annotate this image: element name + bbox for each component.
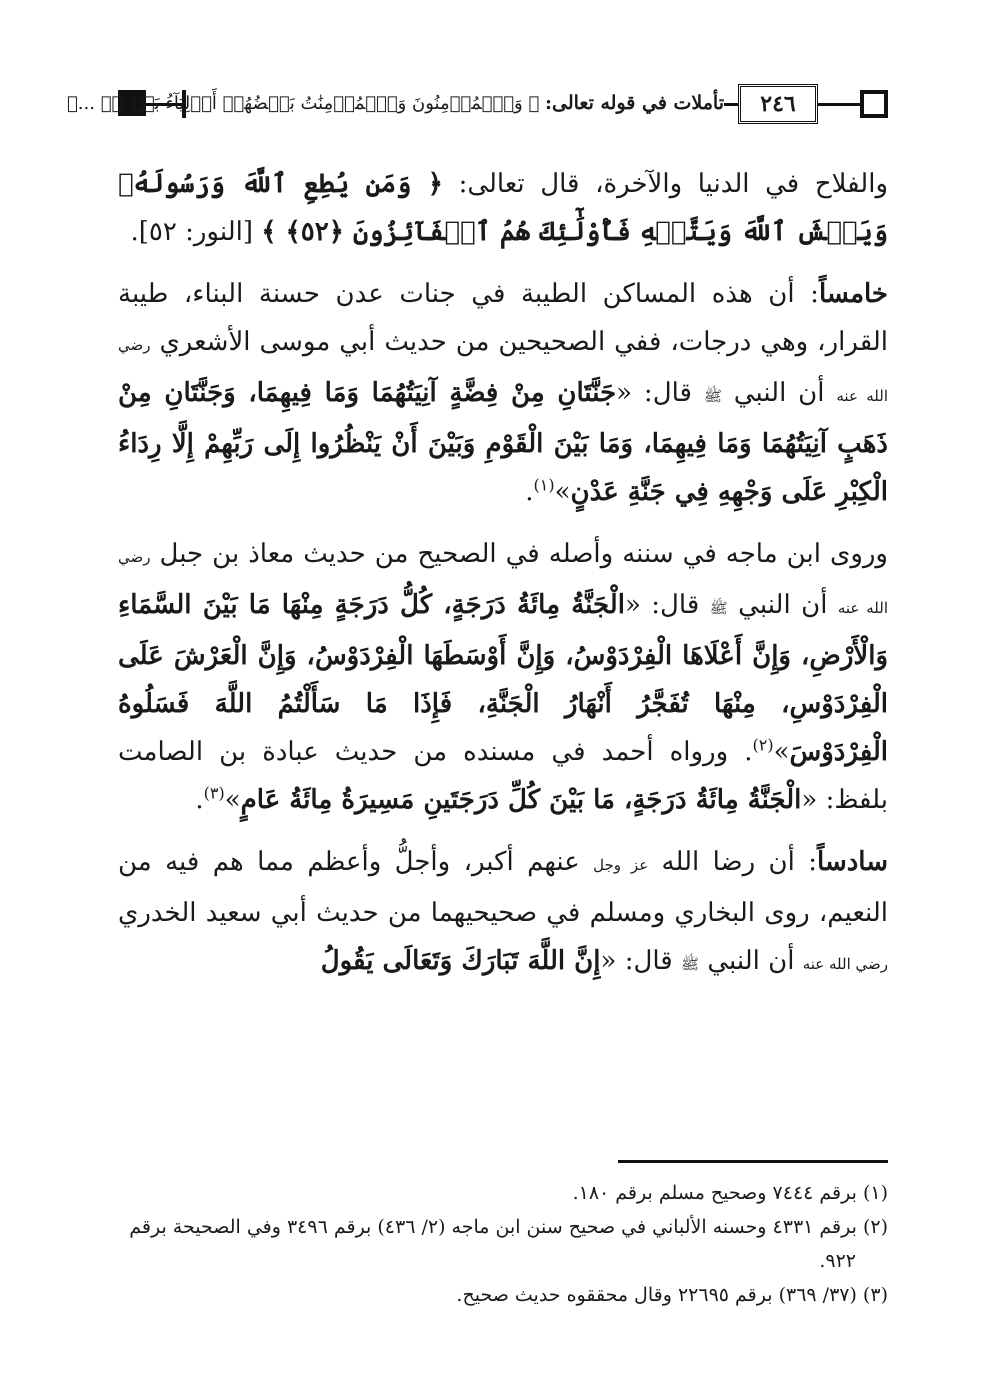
text: أن النبي xyxy=(727,590,838,620)
footnote-ref: (١) xyxy=(533,475,555,495)
honorific: رضي الله عنه xyxy=(802,955,888,973)
footnote-ref: (٢) xyxy=(752,735,774,755)
paragraph-4 xyxy=(118,838,888,988)
text: والفلاح في الدنيا والآخرة، قال تعالى: xyxy=(442,169,889,199)
paragraph-1 xyxy=(118,160,888,256)
header-rule-right xyxy=(818,103,862,106)
text: قال: « xyxy=(600,946,681,976)
honorific: عز وجل xyxy=(593,856,649,874)
text: . xyxy=(195,785,204,815)
header-rule-mid xyxy=(724,103,738,106)
section-label: سادساً xyxy=(817,847,889,877)
text: : أن هذه المساكن الطيبة في جنات عدن حسنة البناء، طيبة القرار، وهي درجات، ففي الصحيحين من حديث أبي موسى الأشعري xyxy=(118,279,888,357)
footnotes xyxy=(118,1176,888,1312)
footnote-2: (٢) برقم ٤٣٣١ وحسنه الألباني في صحيح سنن ابن ماجه (٢/ ٤٣٦) برقم ٣٤٩٦ وفي الصحيحة برقم ٩٢٢. xyxy=(129,1216,888,1272)
text: . ورواه أحمد في مسنده من حديث عبادة بن الصامت بلفظ: « xyxy=(118,737,888,815)
honorific: رضي الله عنه xyxy=(118,548,888,617)
text: وروى ابن ماجه في سننه وأصله في الصحيح من حديث معاذ بن جبل xyxy=(150,539,888,569)
header-title xyxy=(67,88,724,119)
text: . xyxy=(525,477,534,507)
quran-verse: ﴿ وَمَن يُطِعِ ٱللَّهَ وَرَسُولَهُۥ وَيَخۡشَ ٱللَّهَ وَيَتَّقۡهِ فَأُوْلَٰٓئِكَ هُمُ ٱلۡفَآئِزُونَ ﴿٥٢﴾ ﴾ xyxy=(118,169,888,247)
honorific: ﷺ xyxy=(709,599,728,617)
honorific: ﷺ xyxy=(703,387,722,405)
header-title-label: تأملات في قوله تعالى: xyxy=(545,92,724,114)
header-title-verse: ﴿ وَٱلۡمُؤۡمِنُونَ وَٱلۡمُؤۡمِنَٰتُ بَعۡضُهُمۡ أَوۡلِيَآءُ بَعۡضٖۚ ...﴾ xyxy=(67,93,540,114)
text: عنهم أكبر، وأجلُّ وأعظم مما هم فيه من النعيم، روى البخاري ومسلم في صحيحيهما من حديث أبي سعيد الخدري xyxy=(118,847,888,928)
footnote-3: (٣) (٣٧/ ٣٦٩) برقم ٢٢٦٩٥ وقال محققوه حديث صحيح. xyxy=(456,1284,888,1306)
section-label: خامساً xyxy=(818,279,888,309)
paragraph-3 xyxy=(118,530,888,824)
footnote-ref: (٣) xyxy=(203,783,225,803)
verse-reference: [النور: ٥٢]. xyxy=(130,217,262,247)
running-header xyxy=(67,82,888,126)
text: أن النبي xyxy=(699,946,803,976)
hadith-text: الْجَنَّةُ مِائَةُ دَرَجَةٍ، كُلُّ دَرَجَةٍ مِنْهَا مَا بَيْنَ السَّمَاءِ وَالْأَرْضِ، وَإِنَّ أَعْلَاهَا الْفِرْدَوْسُ، وَإِنَّ أَوْسَطَهَا الْفِرْدَوْسُ، وَإِنَّ الْعَرْشَ عَلَى الْفِرْدَوْسِ، مِنْهَا تُفَجَّرُ أَنْهَارُ الْجَنَّةِ، فَإِذَا مَا سَأَلْتُمُ اللَّهَ فَسَلُوهُ الْفِرْدَوْسَ xyxy=(118,590,888,767)
paragraph-2 xyxy=(118,270,888,516)
text: » xyxy=(224,785,241,815)
text: قال: « xyxy=(624,590,710,620)
main-text xyxy=(118,160,888,1002)
text: » xyxy=(773,737,790,767)
hadith-text: الْجَنَّةُ مِائَةُ دَرَجَةٍ، مَا بَيْنَ كُلِّ دَرَجَتَينِ مَسِيرَةُ مِائَةُ عَامٍ xyxy=(240,785,802,815)
honorific: ﷺ xyxy=(680,955,700,973)
text: أن النبي xyxy=(721,378,837,408)
header-ornament-square xyxy=(860,90,888,118)
hadith-text: إِنَّ اللَّهَ تَبَارَكَ وَتَعَالَى يَقُولُ xyxy=(320,946,601,976)
text: : أن رضا الله xyxy=(648,847,818,877)
footnote-divider xyxy=(618,1160,888,1163)
text: » xyxy=(554,477,571,507)
footnote-1: (١) برقم ٧٤٤٤ وصحيح مسلم برقم ١٨٠. xyxy=(572,1182,888,1204)
honorific: رضي الله عنه xyxy=(118,336,889,405)
hadith-text: جَنَّتَانِ مِنْ فِضَّةٍ آنِيَتُهُمَا وَمَا فِيهِمَا، وَجَنَّتَانِ مِنْ ذَهَبٍ آنِيَتُهُمَا وَمَا فِيهِمَا، وَمَا بَيْنَ الْقَوْمِ وَبَيْنَ أَنْ يَنْظُرُوا إِلَى رَبِّهِمْ إِلَّا رِدَاءُ الْكِبْرِ عَلَى وَجْهِهِ فِي جَنَّةِ عَدْنٍ xyxy=(118,378,888,507)
text: قال: « xyxy=(616,378,704,408)
page-number: ٢٤٦ xyxy=(738,84,818,124)
